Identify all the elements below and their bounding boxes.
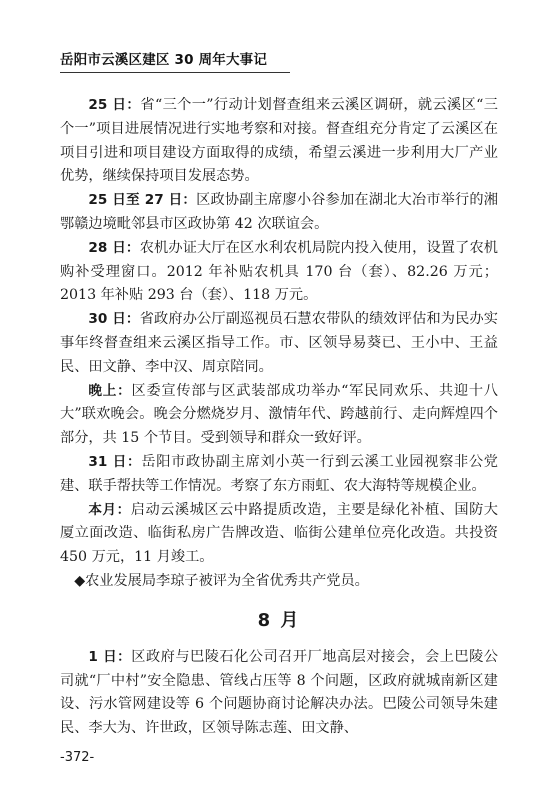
entry-date: 本月：	[88, 501, 131, 518]
entry-30	[60, 308, 498, 379]
entry-text: 省“三个一”行动计划督查组来云溪区调研，就云溪区“三个一”项目进展情况进行实地考察和对接。督查组充分肯定了云溪区在项目引进和项目建设方面取得的成绩，希望云溪进一步利用大厂产业优势，继续保持项目发展态势。	[60, 97, 498, 185]
entry-31	[60, 451, 498, 499]
entry-text: 岳阳市政协副主席刘小英一行到云溪工业园视察非公党建、联手帮扶等工作情况。考察了东方雨虹、农大海特等规模企业。	[60, 453, 498, 494]
entry-text: 农机办证大厅在区水利农机局院内投入使用，设置了农机购补受理窗口。2012 年补贴农机具 170 台（套）、82.26 万元；2013 年补贴 293 台（套）、118 万元。	[60, 239, 498, 304]
entry-25	[60, 94, 498, 189]
entry-text: 区政协副主席廖小谷参加在湖北大冶市举行的湘鄂赣边境毗邻县市区政协第 42 次联谊会。	[60, 192, 498, 232]
entry-text: 区政府与巴陵石化公司召开厂地高层对接会，会上巴陵公司就“厂中村”安全隐患、管线占压等 8 个问题，区政府就城南新区建设、污水管网建设等 6 个问题协商讨论解决办法。巴陵公司领导朱建民、李大为、许世政，区领导陈志莲、田文静、	[60, 648, 498, 737]
entry-date: 30 日：	[88, 311, 140, 328]
page-number: -372-	[60, 750, 95, 765]
entry-text: 区委宣传部与区武装部成功举办“军民同欢乐、共迎十八大”联欢晚会。晚会分燃烧岁月、激情年代、跨越前行、走向辉煌四个部分，共 15 个节目。受到领导和群众一致好评。	[60, 382, 498, 447]
entry-date: 28 日：	[88, 239, 140, 256]
entry-date: 晚上：	[88, 382, 132, 399]
entry-text: 启动云溪城区云中路提质改造，主要是绿化补植、国防大厦立面改造、临街私房广告牌改造、临街公建单位亮化改造。共投资 450 万元，11 月竣工。	[60, 501, 498, 566]
bullet-entry: ◆农业发展局李琼子被评为全省优秀共产党员。	[74, 572, 369, 589]
entry-28	[60, 237, 498, 308]
section-title: 8 月	[257, 609, 301, 631]
page-content	[60, 94, 498, 741]
entry-this-month	[60, 499, 498, 570]
running-header: 岳阳市云溪区建区 30 周年大事记	[60, 52, 268, 68]
entry-text: 省政府办公厅副巡视员石慧农带队的绩效评估和为民办实事年终督查组来云溪区指导工作。市、区领导易葵已、王小中、王益民、田文静、李中汉、周京陪同。	[60, 311, 498, 375]
entry-date: 25 日：	[88, 97, 141, 113]
header-rule	[60, 72, 290, 73]
entry-aug-1	[60, 646, 498, 741]
entry-date: 25 日至 27 日：	[88, 192, 197, 209]
entry-25-27	[60, 189, 498, 237]
entry-date: 1 日：	[88, 648, 132, 665]
entry-date: 31 日：	[88, 453, 142, 470]
entry-evening	[60, 380, 498, 451]
